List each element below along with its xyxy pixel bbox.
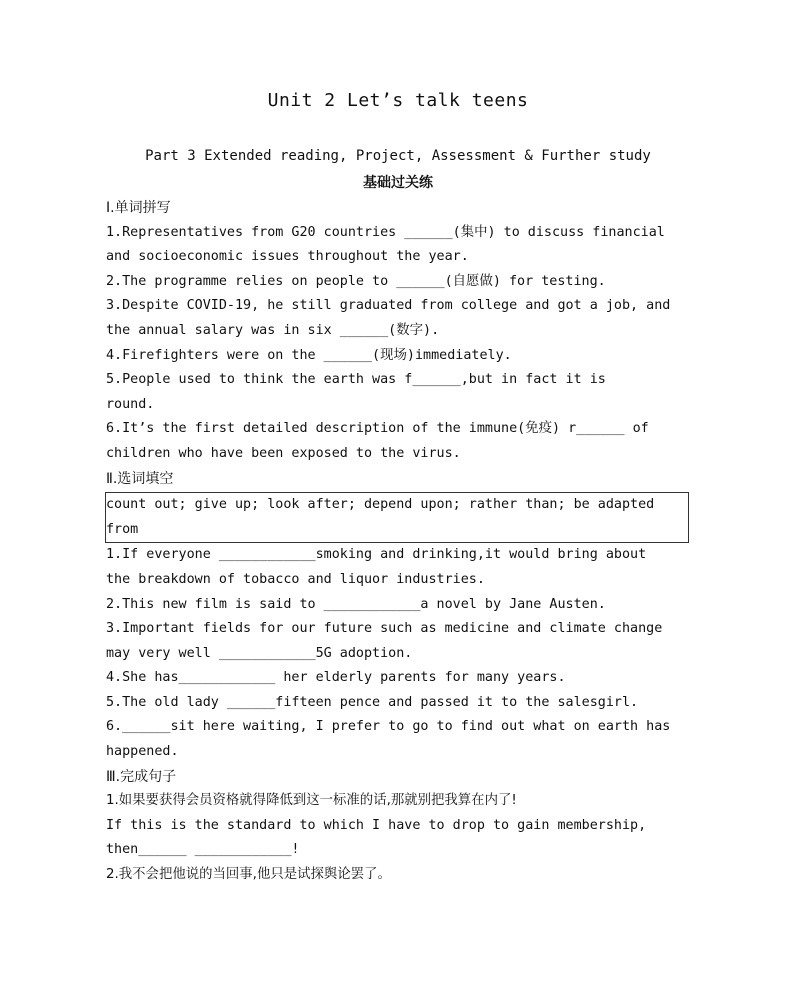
text-line-p6a: 6.______sit here waiting, I prefer to go to find out what on earth has: [106, 719, 671, 735]
text-line-p5: 5.The old lady ______fifteen pence and passed it to the salesgirl.: [106, 694, 639, 710]
exercise-part-2: [106, 543, 690, 887]
text-line-s2: Ⅱ.选词填空: [106, 470, 174, 487]
text-line-q2: 2.The programme relies on people to ______(自愿做) for testing.: [106, 273, 606, 289]
text-line-q1a: 1.Representatives from G20 countries ______(集中) to discuss financial: [106, 224, 665, 240]
text-line-q6b: children who have been exposed to the virus.: [106, 445, 461, 461]
text-line-r2a: 2.我不会把他说的当回事,他只是试探舆论罢了。: [106, 867, 391, 883]
text-line-q3a: 3.Despite COVID-19, he still graduated from college and got a job, and: [106, 298, 671, 314]
section-heading-basic: 基础过关练: [363, 175, 433, 191]
text-line-s1: Ⅰ.单词拼写: [106, 200, 171, 216]
text-line-r1b: If this is the standard to which I have to drop to gain membership,: [106, 817, 647, 833]
text-line-q5a: 5.People used to think the earth was f______,but in fact it is: [106, 372, 606, 388]
text-line-q6a: 6.It’s the first detailed description of the immune(免疫) r______ of: [106, 421, 649, 437]
text-line-q1b: and socioeconomic issues throughout the year.: [106, 249, 469, 265]
text-line-r1c: then______ ____________!: [106, 842, 300, 858]
text-line-q5b: round.: [106, 396, 155, 412]
text-line-p3b: may very well ____________5G adoption.: [106, 645, 413, 661]
exercise-part-1: [106, 196, 690, 491]
text-line-q4: 4.Firefighters were on the ______(现场)immediately.: [106, 347, 512, 363]
text-line-p1a: 1.If everyone ____________smoking and drinking,it would bring about: [106, 547, 647, 563]
text-line-p2: 2.This new film is said to ____________a novel by Jane Austen.: [106, 596, 606, 612]
text-line-p1b: the breakdown of tobacco and liquor industries.: [106, 571, 485, 587]
text-line-p3a: 3.Important fields for our future such as medicine and climate change: [106, 621, 663, 637]
page-subtitle: Part 3 Extended reading, Project, Assessment & Further study: [145, 148, 651, 164]
word-bank-line: from: [106, 521, 139, 537]
text-line-q3b: the annual salary was in six ______(数字).: [106, 322, 440, 338]
exercise-body: [106, 196, 690, 888]
word-bank-box: [105, 492, 689, 543]
text-line-s3: Ⅲ.完成句子: [106, 768, 177, 785]
text-line-p6b: happened.: [106, 744, 179, 760]
page-title: Unit 2 Let’s talk teens: [267, 90, 529, 111]
text-line-r1a: 1.如果要获得会员资格就得降低到这一标准的话,那就别把我算在内了!: [106, 793, 517, 809]
word-bank-line: count out; give up; look after; depend upon; rather than; be adapted: [106, 497, 655, 513]
text-line-p4: 4.She has____________ her elderly parents for many years.: [106, 670, 566, 686]
